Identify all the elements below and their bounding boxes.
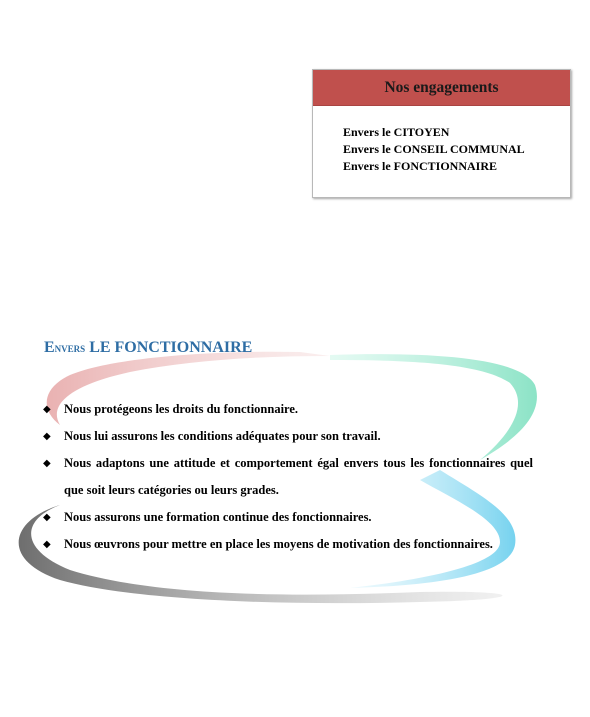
list-item: [43, 531, 533, 558]
section-title-rest: LE FONCTIONNAIRE: [85, 339, 253, 356]
list-item: [43, 504, 533, 531]
diamond-bullet-icon: ◆: [43, 539, 51, 550]
diamond-bullet-icon: ◆: [43, 404, 51, 415]
list-item: [43, 450, 533, 504]
engagements-box-title: Nos engagements: [313, 70, 570, 106]
list-item-text: Nous protégeons les droits du fonctionnaire.: [64, 402, 299, 416]
section-title: [44, 339, 252, 357]
list-item: [43, 423, 533, 450]
diamond-bullet-icon: ◆: [43, 431, 51, 442]
list-item-text: Nous assurons une formation continue des fonctionnaires.: [64, 510, 372, 524]
engagements-item-conseil-communal: Envers le CONSEIL COMMUNAL: [343, 142, 525, 156]
commitments-list: [43, 396, 533, 558]
diamond-bullet-icon: ◆: [43, 458, 51, 469]
section-title-smallcaps: nvers: [54, 340, 86, 355]
list-item-text: Nous adaptons une attitude et comportement égal envers tous les fonctionnaires quel que soit leurs catégories ou leurs grades.: [64, 456, 533, 497]
engagements-item-citoyen: Envers le CITOYEN: [343, 125, 450, 139]
engagements-box: [312, 69, 571, 198]
list-item: [43, 396, 533, 423]
diamond-bullet-icon: ◆: [43, 512, 51, 523]
list-item-text: Nous lui assurons les conditions adéquates pour son travail.: [64, 429, 381, 443]
section-title-initial: E: [44, 339, 55, 356]
engagements-list: [343, 124, 570, 175]
list-item-text: Nous œuvrons pour mettre en place les moyens de motivation des fonctionnaires.: [64, 537, 493, 551]
engagements-item-fonctionnaire: Envers le FONCTIONNAIRE: [343, 159, 498, 173]
